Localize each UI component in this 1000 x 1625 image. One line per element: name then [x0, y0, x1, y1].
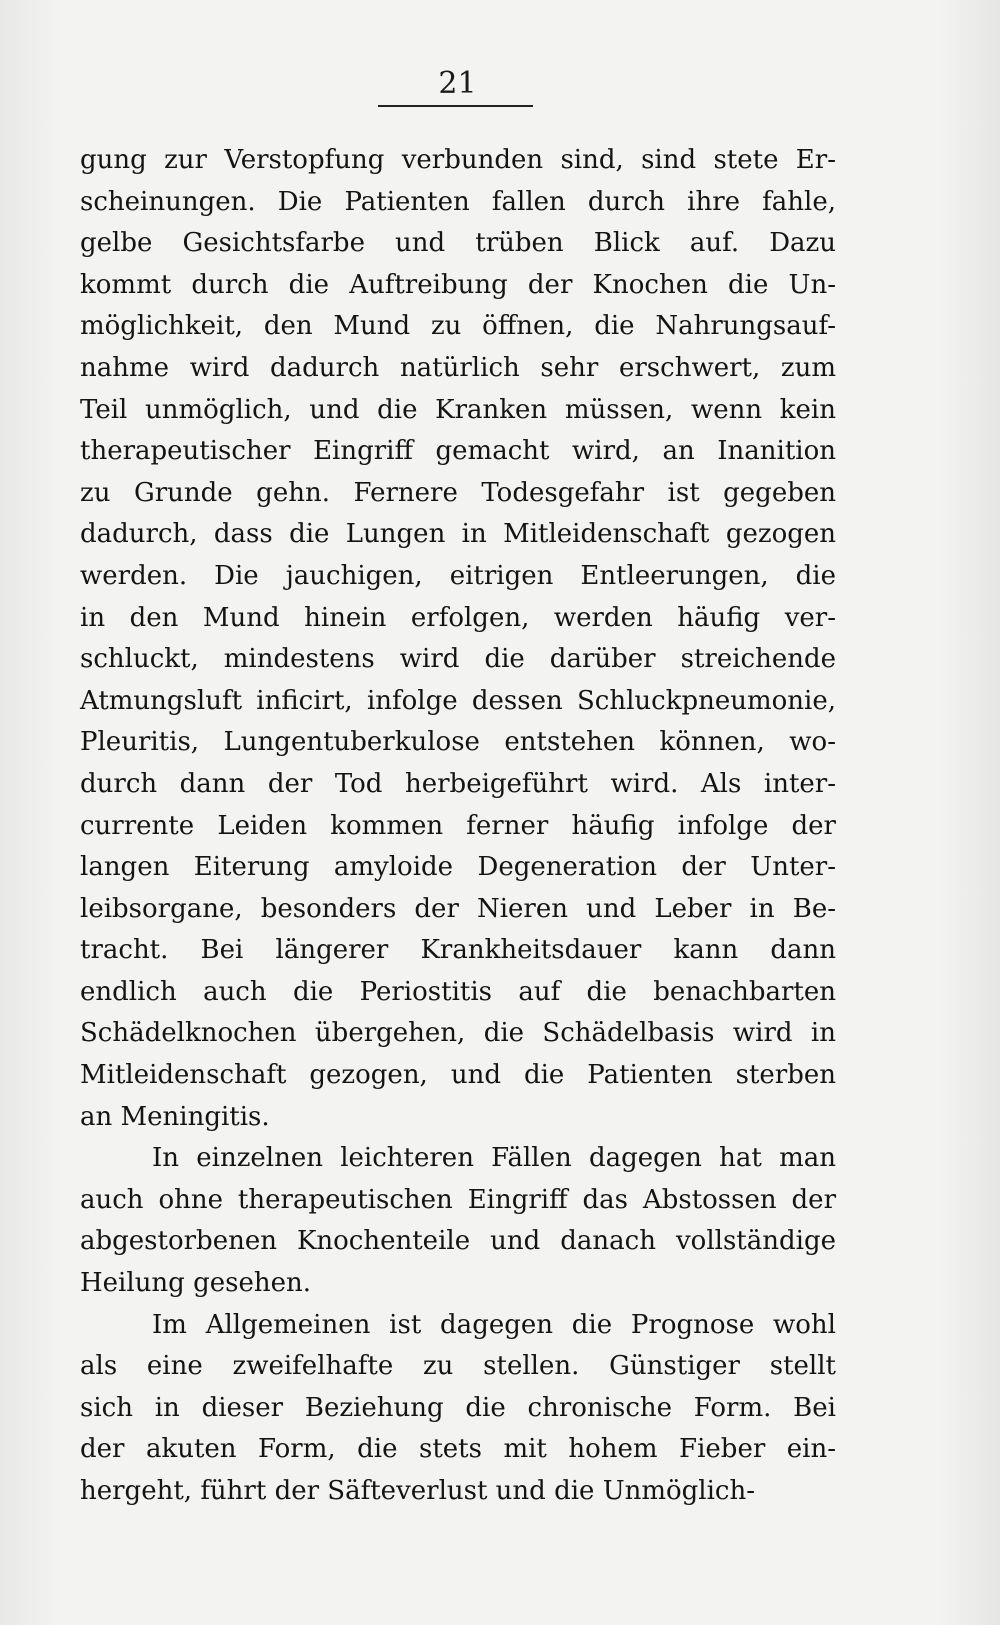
text-line: gung zur Verstopfung verbunden sind, sind stete Er- [80, 145, 836, 175]
text-line: durch dann der Tod herbeigeführt wird. Als inter- [80, 768, 836, 799]
text-line: In einzelnen leichteren Fällen dagegen hat man [152, 1143, 836, 1174]
text-line: Atmungsluft inficirt, infolge dessen Schluckpneumonie, [80, 685, 836, 716]
text-line: sich in dieser Beziehung die chronische Form. Bei [80, 1392, 836, 1423]
text-line: gelbe Gesichtsfarbe und trüben Blick auf. Dazu [80, 228, 836, 259]
text-line: tracht. Bei längerer Krankheitsdauer kann dann [80, 935, 836, 966]
text-line: als eine zweifelhafte zu stellen. Günstiger stellt [80, 1351, 836, 1382]
text-line: langen Eiterung amyloide Degeneration der Unter- [80, 852, 836, 883]
text-line: hergeht, führt der Säfteverlust und die Unmöglich- [80, 1476, 756, 1506]
text-line: Pleuritis, Lungentuberkulose entstehen können, wo- [80, 727, 836, 758]
header-rule [378, 105, 533, 107]
paragraph [80, 1305, 836, 1513]
text-line: auch ohne therapeutischen Eingriff das Abstossen der [80, 1184, 836, 1215]
text-line: Im Allgemeinen ist dagegen die Prognose wohl [152, 1309, 836, 1340]
text-line: abgestorbenen Knochenteile und danach vollständige [80, 1226, 836, 1257]
text-line: dadurch, dass die Lungen in Mitleidenschaft gezogen [80, 519, 836, 550]
text-line: nahme wird dadurch natürlich sehr erschwert, zum [80, 352, 836, 383]
text-line: Mitleidenschaft gezogen, und die Patienten sterben [80, 1060, 836, 1091]
page-number: 21 [438, 66, 477, 101]
text-line: scheinungen. Die Patienten fallen durch ihre fahle, [80, 186, 836, 217]
text-line: Teil unmöglich, und die Kranken müssen, wenn kein [80, 394, 836, 425]
text-line: kommt durch die Auftreibung der Knochen die Un- [80, 269, 836, 300]
body-text [80, 140, 836, 1513]
text-line: schluckt, mindestens wird die darüber streichende [80, 644, 836, 675]
text-line: leibsorgane, besonders der Nieren und Leber in Be- [80, 893, 836, 924]
text-line: Heilung gesehen. [80, 1268, 311, 1299]
text-line: currente Leiden kommen ferner häufig infolge der [80, 810, 836, 841]
paragraph [80, 1138, 836, 1304]
paragraph [80, 140, 836, 1138]
text-line: werden. Die jauchigen, eitrigen Entleerungen, die [80, 560, 836, 591]
text-line: zu Grunde gehn. Fernere Todesgefahr ist gegeben [80, 477, 836, 508]
text-line: Schädelknochen übergehen, die Schädelbasis wird in [80, 1018, 836, 1049]
text-line: möglichkeit, den Mund zu öffnen, die Nahrungsauf- [80, 311, 836, 342]
text-line: in den Mund hinein erfolgen, werden häufig ver- [80, 602, 836, 633]
text-line: an Meningitis. [80, 1101, 270, 1132]
text-line: endlich auch die Periostitis auf die benachbarten [80, 976, 836, 1007]
text-line: der akuten Form, die stets mit hohem Fieber ein- [80, 1434, 836, 1465]
text-line: therapeutischer Eingriff gemacht wird, an Inanition [80, 436, 836, 467]
